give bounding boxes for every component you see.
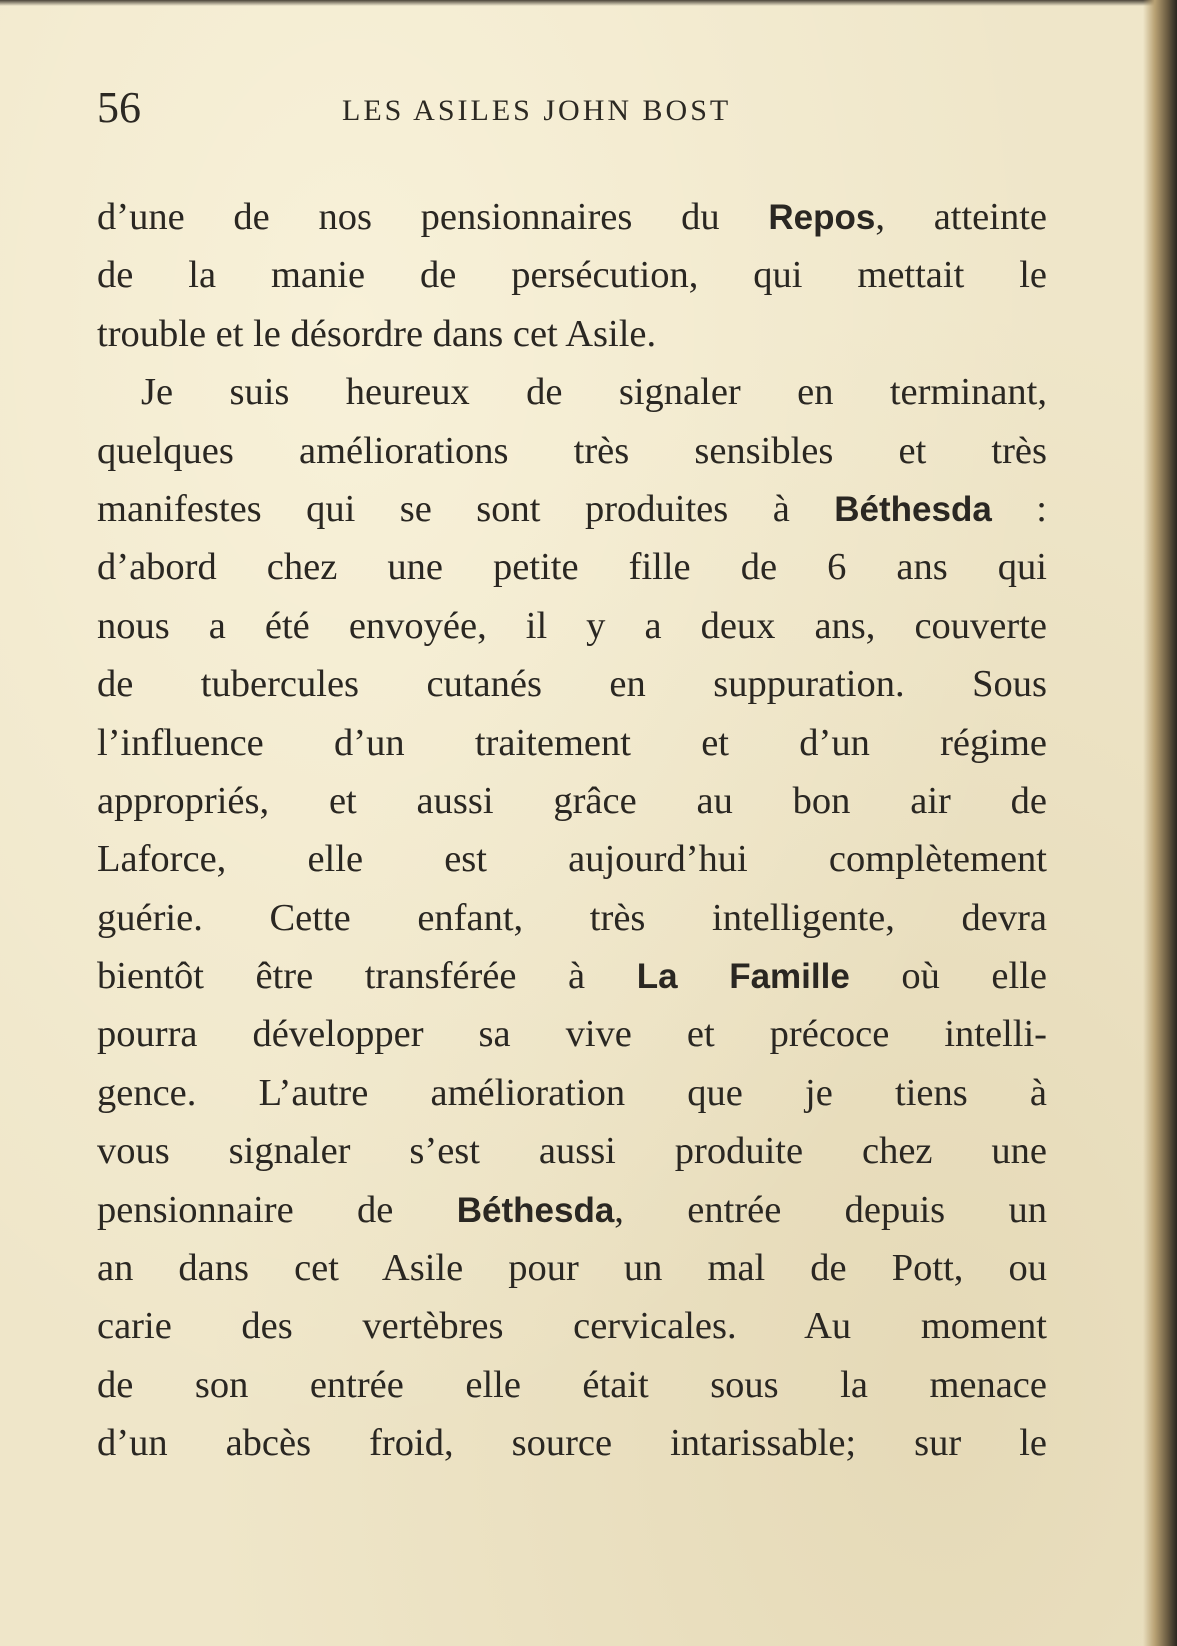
text-line: vous signaler s’est aussi produite chez une xyxy=(97,1130,1047,1173)
body-text xyxy=(97,188,1047,1473)
text-line: pourra développer sa vive et précoce intelli- xyxy=(97,1013,1047,1056)
text-line: d’une de nos pensionnaires du Repos, atteinte xyxy=(97,196,1047,238)
text-line: Je suis heureux de signaler en terminant, xyxy=(141,371,1047,414)
text-line: pensionnaire de Béthesda, entrée depuis un xyxy=(97,1188,1047,1231)
text-line: an dans cet Asile pour un mal de Pott, ou xyxy=(97,1247,1047,1290)
text-line: Laforce, elle est aujourd’hui complètement xyxy=(97,838,1047,881)
bold-place-name: Repos xyxy=(768,198,876,237)
text-line: quelques améliorations très sensibles et très xyxy=(97,429,1047,472)
text-line: de tubercules cutanés en suppuration. Sous xyxy=(97,663,1047,706)
page-number: 56 xyxy=(97,83,141,132)
text-line: de la manie de persécution, qui mettait le xyxy=(97,254,1047,297)
text-line: l’influence d’un traitement et d’un régime xyxy=(97,721,1047,764)
text-line: d’un abcès froid, source intarissable; sur le xyxy=(97,1422,1047,1465)
running-title: LES ASILES JOHN BOST xyxy=(342,94,732,127)
text-line: nous a été envoyée, il y a deux ans, couverte xyxy=(97,604,1047,647)
text-line: appropriés, et aussi grâce au bon air de xyxy=(97,779,1047,822)
bold-place-name: Béthesda xyxy=(834,489,992,529)
text-line: carie des vertèbres cervicales. Au moment xyxy=(97,1305,1047,1348)
text-line: manifestes qui se sont produites à Béthesda : xyxy=(97,487,1047,530)
page-top-shadow xyxy=(0,0,1177,6)
text-line: guérie. Cette enfant, très intelligente, devra xyxy=(97,896,1047,939)
page-header xyxy=(97,78,997,138)
text-line: bientôt être transférée à La Famille où elle xyxy=(97,955,1047,998)
text-line: de son entrée elle était sous la menace xyxy=(97,1363,1047,1406)
bold-place-name: Béthesda xyxy=(456,1190,615,1230)
bold-place-name: La Famille xyxy=(636,957,850,997)
text-line: trouble et le désordre dans cet Asile. xyxy=(97,312,657,355)
text-line: d’abord chez une petite fille de 6 ans qui xyxy=(97,546,1047,589)
text-line: gence. L’autre amélioration que je tiens à xyxy=(97,1071,1047,1114)
page-binding-edge xyxy=(1143,0,1177,1646)
